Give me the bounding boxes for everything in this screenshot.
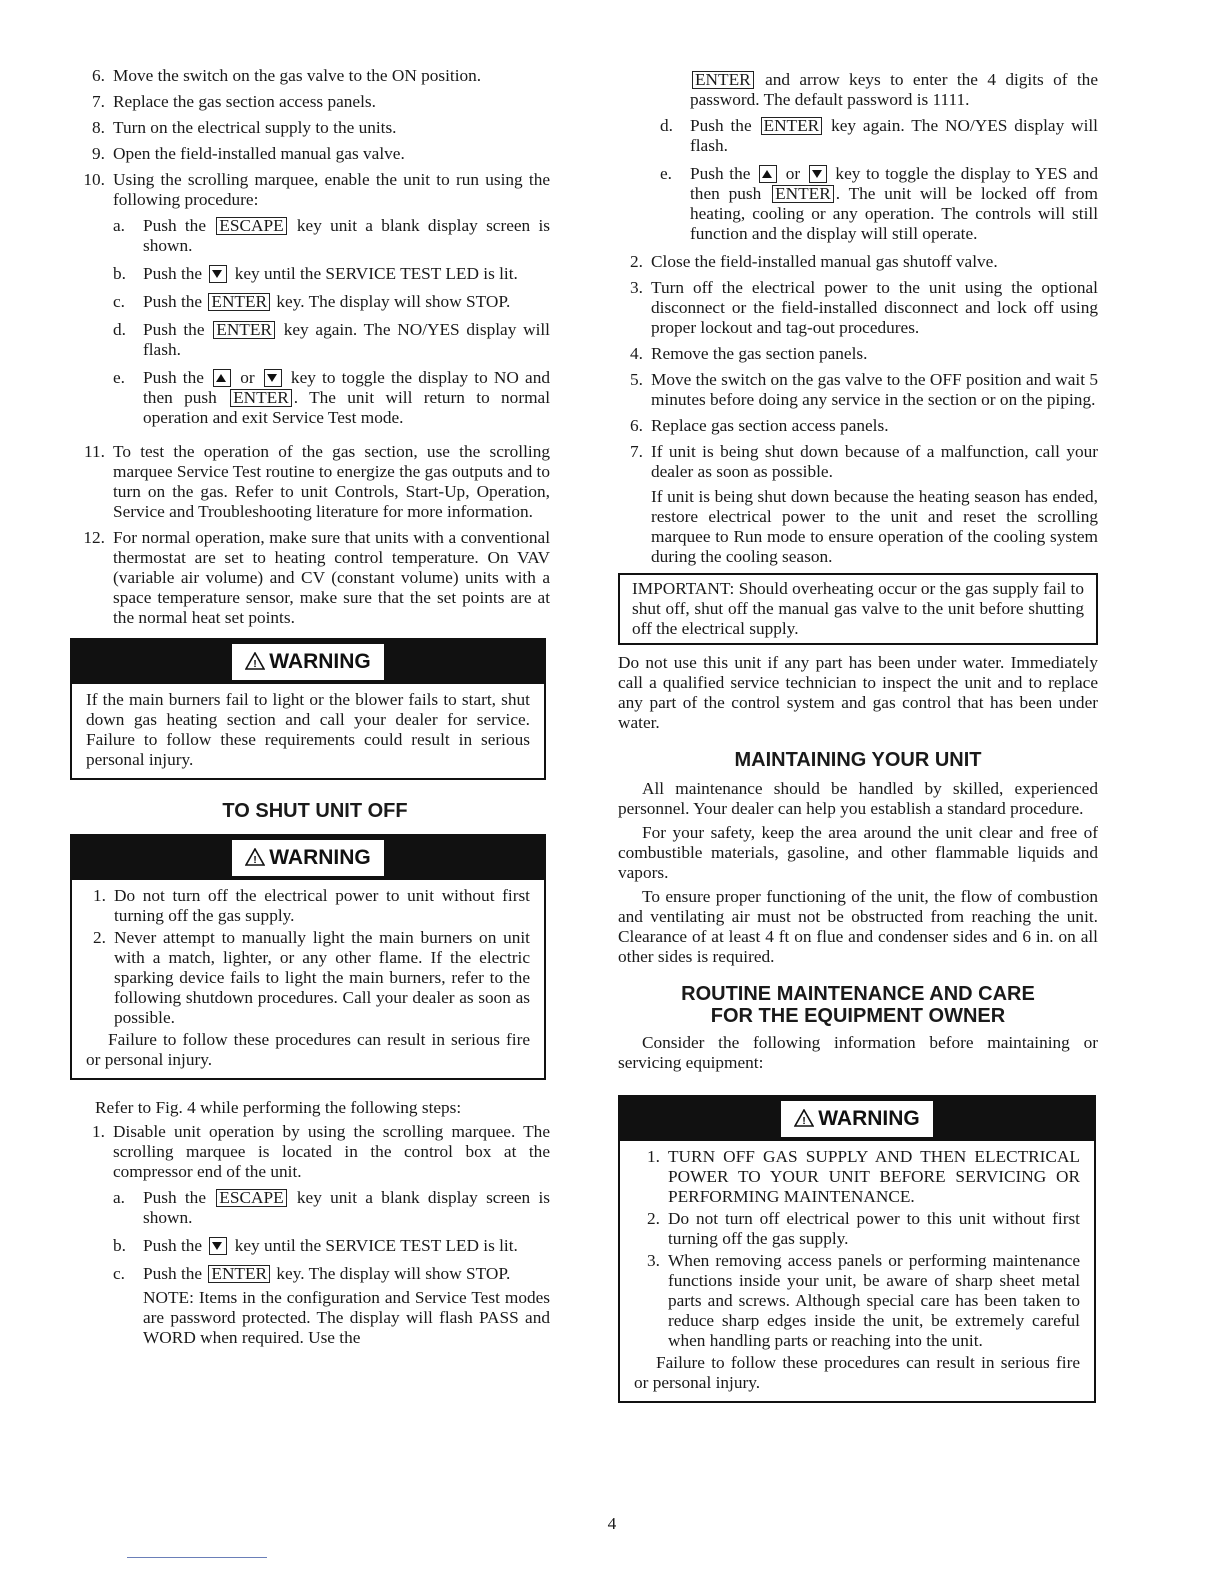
list-item: 1. Do not turn off the electrical power to unit without first turning off the gas supply. (93, 886, 530, 925)
list-item: 6. Move the switch on the gas valve to the ON position. (92, 66, 482, 85)
list-item: 1. Disable unit operation by using the scrolling marquee. The scrolling marquee is located in the control box at the compressor end of the unit. a. Push the ESCAPE key unit a blank display screen is shown. b. Push the key until the SERVICE TEST LED is lit. c. Push the ENTER key. The display will show STOP. NOTE: Items in the configuration and Service Test modes are password protected. The display will flash PASS and WORD when required. Use the (92, 1122, 550, 1347)
important-box: IMPORTANT: Should overheating occur or the gas supply fail to shut off, shut off the manual gas valve to the unit before shutting off the electrical supply. (618, 573, 1098, 645)
list-item: 2. Do not turn off electrical power to this unit without first turning off the gas supply. (647, 1209, 1080, 1248)
sub-step: c. Push the ENTER key. The display will show STOP. (113, 292, 511, 311)
list-item: 10. Using the scrolling marquee, enable the unit to run using the following procedure: a. Push the ESCAPE key unit a blank display screen is shown. b. Push the key until the SERVICE TEST LED is lit. c. Push the ENTER key. The display will show STOP. d. Push the ENTER key again. The NO/YES display will flash. e. Push the or key to toggle the display to NO and then push ENTER . The unit will return to normal operation and exit Service Test mode. (83, 170, 550, 427)
sub-step: c. Push the ENTER key. The display will show STOP. NOTE: Items in the configuration and Service Test modes are password protected. The display will flash PASS and WORD when required. Use the (113, 1264, 550, 1347)
list-item: 2. Never attempt to manually light the main burners on unit with a match, lighter, or any other flame. If the electric sparking device fails to light the main burners, refer to the following shutdown procedures. Call your dealer as soon as possible. (93, 928, 530, 1027)
enter-key: ENTER (208, 1265, 270, 1283)
right-column: ENTER and arrow keys to enter the 4 digits of the password. The default password is 1111. d. Push the ENTER key again. The NO/YES display will flash. e. Push the or key to toggle the display to YES and then push ENTER . The unit will be locked off from heating, cooling or any operation. The controls will still function and the display will still operate. 2. Close the field-installed manual gas shutoff valve. 3. Turn off the electrical power to the unit using the optional disconnect or the field-installed disconnect and lock off using proper lockout and tag-out procedures. 4. Remove the gas section panels. 5. Move the switch on the gas valve to the OFF position and wait 5 minutes before doing any service in the section or on the piping. 6. Replace gas section access panels. 7. If unit is being shut down because of a malfunction, call your dealer as soon as possible. If unit is being shut down because the heating season has ended, restore electrical power to the unit and reset the scrolling marquee to Run mode to ensure operation of the cooling system during the cooling season. IMPORTANT: Should overheating occur or the gas supply fail to shut off, shut off the manual gas valve to the unit before shutting off the electrical supply. Do not use this unit if any part has been under water. Immediately call a qualified service technician to inspect the unit and to replace any part of the control system and gas control that has been under water. MAINTAINING YOUR UNIT All maintenance should be handled by skilled, experienced personnel. Your dealer can help you establish a standard procedure. For your safety, keep the area around the unit clear and free of combustible materials, gasoline, and other flammable liquids and vapors. To ensure proper functioning of the unit, the flow of combustion and ventilating air must not be obstructed from reaching the unit. Clearance of at least 4 ft on flue and condenser sides and 6 in. on all other sides is required. ROUTINE MAINTENANCE AND CARE FOR THE EQUIPMENT OWNER Consider the following information before maintaining or servicing equipment: ! WARNING 1. TURN OFF GAS SUPPLY AND THEN ELECTRICAL POWER TO YOUR UNIT BEFORE SERVICING OR PERFORMING MAINTENANCE. 2. Do not turn off electrical power to this unit without first turning off the gas supply. 3. When removing access panels or performing maintenance functions inside your unit, be aware of sharp sheet metal parts and screws. Although special care has been taken to reduce sharp edges inside the unit, be extremely careful when handling parts or reaching into the unit. Failure to follow these procedures can result in serious fire or personal injury. (618, 66, 1098, 1403)
sub-step: a. Push the ESCAPE key unit a blank display screen is shown. (113, 1188, 550, 1227)
section-heading: FOR THE EQUIPMENT OWNER (710, 1005, 1006, 1027)
down-arrow-key-icon (809, 165, 827, 183)
list-item: 7. If unit is being shut down because of a malfunction, call your dealer as soon as possible. If unit is being shut down because the heating season has ended, restore electrical power to the unit and reset the scrolling marquee to Run mode to ensure operation of the cooling system during the cooling season. (630, 442, 1098, 566)
page-number: 4 (607, 1514, 617, 1533)
down-arrow-key-icon (209, 1237, 227, 1255)
warning-label: ! WARNING (781, 1101, 933, 1137)
sub-step: d. Push the ENTER key again. The NO/YES display will flash. (113, 320, 550, 359)
left-column: 6. Move the switch on the gas valve to the ON position. 7. Replace the gas section access panels. 8. Turn on the electrical supply to the units. 9. Open the field-installed manual gas valve. 10. Using the scrolling marquee, enable the unit to run using the following procedure: a. Push the ESCAPE key unit a blank display screen is shown. b. Push the key until the SERVICE TEST LED is lit. c. Push the ENTER key. The display will show STOP. d. Push the ENTER key again. The NO/YES display will flash. e. Push the or key to toggle the display to NO and then push ENTER . The unit will return to normal operation and exit Service Test mode. 11. To test the operation of the gas section, use the scrolling marquee Service Test routine to energize the gas outputs and to turn on the gas. Refer to unit Controls, Start-Up, Operation, Service and Troubleshooting literature for more information. 12. For normal operation, make sure that units with a conventional thermostat are set to heating control temperature. On VAV (variable air volume) and CV (constant volume) units with a space temperature sensor, make sure that the set points are at the normal heat set points. ! WARNING If the main burners fail to light or the blower fails to start, shut down gas heating section and call your dealer for service. Failure to follow these requirements could result in serious personal injury. TO SHUT UNIT OFF ! WARNING 1. Do not turn off the electrical power to unit without first turning off the gas supply. 2. Never attempt to manually light the main burners on unit with a match, lighter, or any other flame. If the electric sparking device fails to light the main burners, refer to the following shutdown procedures. Call your dealer as soon as possible. Failure to follow these procedures can result in serious fire or personal injury. Refer to Fig. 4 while performing the following steps: 1. Disable unit operation by using the scrolling marquee. The scrolling marquee is located in the control box at the compressor end of the unit. a. Push the ESCAPE key unit a blank display screen is shown. b. Push the key until the SERVICE TEST LED is lit. c. Push the ENTER key. The display will show STOP. NOTE: Items in the configuration and Service Test modes are password protected. The display will flash PASS and WORD when required. Use the (80, 66, 550, 1362)
list-item: 3. When removing access panels or performing maintenance functions inside your unit, be aware of sharp sheet metal parts and screws. Although special care has been taken to reduce sharp edges inside the unit, be extremely careful when handling parts or reaching into the unit. (647, 1251, 1080, 1350)
warning-triangle-icon (794, 1109, 814, 1127)
up-arrow-key-icon (759, 165, 777, 183)
sub-step: b. Push the key until the SERVICE TEST LED is lit. (113, 1236, 518, 1255)
note: NOTE: Items in the configuration and Service Test modes are password protected. The display will flash PASS and WORD when required. Use the (143, 1288, 550, 1347)
enter-key: ENTER (772, 185, 834, 203)
list-item: 2. Close the field-installed manual gas shutoff valve. (630, 252, 998, 271)
list-item: 9. Open the field-installed manual gas valve. (92, 144, 405, 163)
svg-text:!: ! (253, 855, 257, 866)
enter-key: ENTER (208, 293, 270, 311)
list-item: 11. To test the operation of the gas section, use the scrolling marquee Service Test routine to energize the gas outputs and to turn on the gas. Refer to unit Controls, Start-Up, Operation, Service and Troubleshooting literature for more information. (84, 442, 550, 521)
list-item: 3. Turn off the electrical power to the unit using the optional disconnect or the field-installed disconnect and lock off using proper lockout and tag-out procedures. (630, 278, 1098, 337)
svg-text:!: ! (802, 1116, 806, 1127)
section-heading: ROUTINE MAINTENANCE AND CARE (681, 983, 1035, 1005)
list-item: 6. Replace gas section access panels. (630, 416, 889, 435)
sub-step: a. Push the ESCAPE key unit a blank display screen is shown. (113, 216, 550, 255)
sub-step: e. Push the or key to toggle the display to YES and then push ENTER . The unit will be locked off from heating, cooling or any operation. The controls will still function and the display will still operate. (660, 164, 1098, 243)
sub-step: d. Push the ENTER key again. The NO/YES display will flash. (660, 116, 1098, 155)
list-item: 1. TURN OFF GAS SUPPLY AND THEN ELECTRICAL POWER TO YOUR UNIT BEFORE SERVICING OR PERFORMING MAINTENANCE. (647, 1147, 1080, 1206)
up-arrow-key-icon (213, 369, 231, 387)
list-item: 5. Move the switch on the gas valve to the OFF position and wait 5 minutes before doing any service in the section or on the piping. (630, 370, 1098, 409)
list-item: 8. Turn on the electrical supply to the units. (92, 118, 397, 137)
warning-box: ! WARNING 1. Do not turn off the electrical power to unit without first turning off the gas supply. 2. Never attempt to manually light the main burners on unit with a match, lighter, or any other flame. If the electric sparking device fails to light the main burners, refer to the following shutdown procedures. Call your dealer as soon as possible. Failure to follow these procedures can result in serious fire or personal injury. (70, 834, 546, 1080)
sub-step: b. Push the key until the SERVICE TEST LED is lit. (113, 264, 518, 283)
warning-box: ! WARNING If the main burners fail to light or the blower fails to start, shut down gas heating section and call your dealer for service. Failure to follow these requirements could result in serious personal injury. (70, 638, 546, 780)
warning-box: ! WARNING 1. TURN OFF GAS SUPPLY AND THEN ELECTRICAL POWER TO YOUR UNIT BEFORE SERVICING OR PERFORMING MAINTENANCE. 2. Do not turn off electrical power to this unit without first turning off the gas supply. 3. When removing access panels or performing maintenance functions inside your unit, be aware of sharp sheet metal parts and screws. Although special care has been taken to reduce sharp edges inside the unit, be extremely careful when handling parts or reaching into the unit. Failure to follow these procedures can result in serious fire or personal injury. (618, 1095, 1096, 1403)
escape-key: ESCAPE (216, 217, 286, 235)
enter-key: ENTER (692, 71, 754, 89)
warning-triangle-icon (245, 848, 265, 866)
svg-text:!: ! (253, 659, 257, 670)
down-arrow-key-icon (264, 369, 282, 387)
list-item: 4. Remove the gas section panels. (630, 344, 868, 363)
escape-key: ESCAPE (216, 1189, 286, 1207)
down-arrow-key-icon (209, 265, 227, 283)
section-heading: TO SHUT UNIT OFF (222, 800, 408, 822)
warning-label: ! WARNING (232, 644, 384, 680)
divider (127, 1557, 267, 1558)
enter-key: ENTER (230, 389, 292, 407)
warning-triangle-icon (245, 652, 265, 670)
sub-step: e. Push the or key to toggle the display to NO and then push ENTER . The unit will return to normal operation and exit Service Test mode. (113, 368, 550, 427)
enter-key: ENTER (761, 117, 823, 135)
enter-key: ENTER (213, 321, 275, 339)
warning-label: ! WARNING (232, 840, 384, 876)
list-item: 7. Replace the gas section access panels. (92, 92, 376, 111)
list-item: 12. For normal operation, make sure that units with a conventional thermostat are set to heating control temperature. On VAV (variable air volume) and CV (constant volume) units with a space temperature sensor, make sure that the set points are at the normal heat set points. (83, 528, 550, 627)
section-heading: MAINTAINING YOUR UNIT (734, 749, 982, 771)
